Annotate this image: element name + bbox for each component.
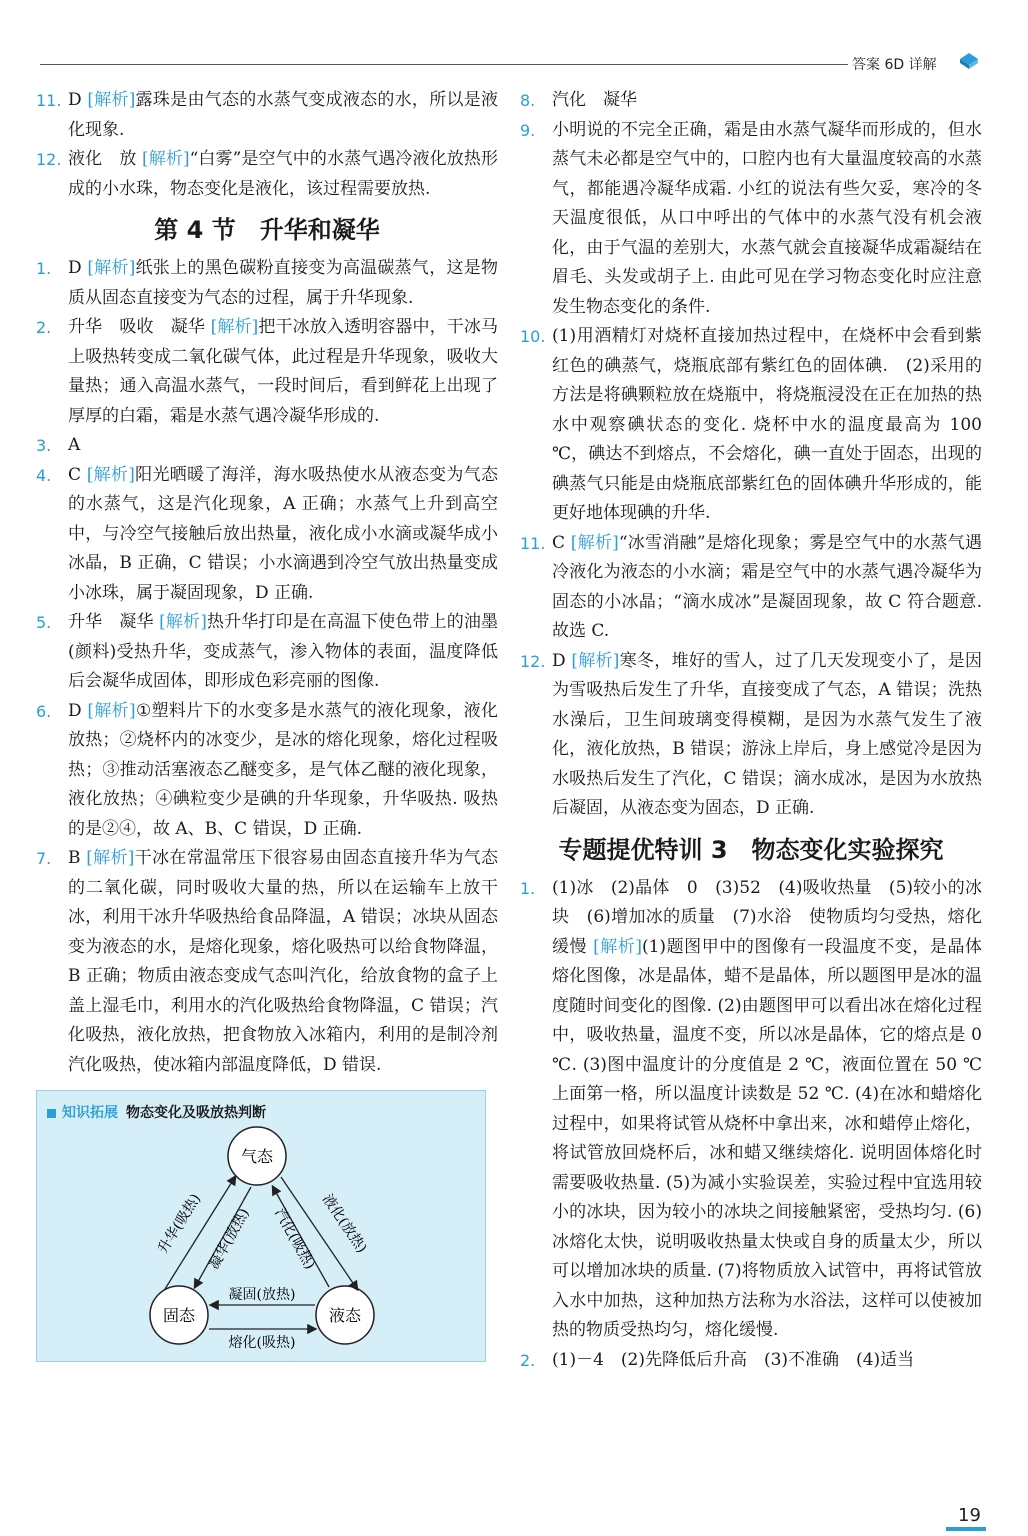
- solidification-label: 凝固(放热): [228, 1287, 296, 1303]
- state-change-diagram: [37, 1091, 485, 1361]
- analysis-tag: [解析]: [87, 700, 136, 721]
- answer-item-11: 11. C [解析]“冰雪消融”是熔化现象；雾是空气中的水蒸气遇冷液化为液态的小水滴；霜是空气中的水蒸气遇冷凝华为固态的小冰晶；“滴水成冰”是凝固现象，故 C 符合题意. 故选 C.: [520, 532, 983, 641]
- analysis-tag: [解析]: [593, 936, 642, 957]
- answer-item-9: 9. 小明说的不完全正确，霜是由水蒸气凝华而形成的，但水蒸气未必都是空气中的，口腔内也有大量温度较高的水蒸气，都能遇冷凝华成霜. 小红的说法有些欠妥，寒冷的冬天温度很低，从口中呼出的气体中的水蒸气没有机会液化，由于气温的差别大，水蒸气就会直接凝华成霜凝结在眉毛、头发或胡子上. 由此可见在学习物态变化时应注意发生物态变化的条件.: [520, 119, 982, 317]
- header-rule: [40, 64, 848, 65]
- left-column: [36, 86, 498, 1362]
- answer-item-11: 11. D [解析]露珠是由气态的水蒸气变成液态的水，所以是液化现象.: [36, 90, 499, 140]
- answer-item-10: 10. (1)用酒精灯对烧杯直接加热过程中，在烧杯中会看到紫红色的碘蒸气，烧瓶底部有紫红色的固体碘. (2)采用的方法是将碘颗粒放在烧瓶中，将烧瓶浸没在正在加热的热水中观察碘状态的变化. 烧杯中水的温度最高为 100 ℃，碘达不到熔点，不会熔化，碘一直处于固态，出现的碘蒸气只能是由烧瓶底部紫红色的固体碘升华形成的，能更好地体现碘的升华.: [520, 326, 982, 523]
- deposition-label: 凝华(放热): [206, 1205, 253, 1273]
- answer-item-8: 8. 汽化 凝华: [520, 90, 637, 110]
- answer-item-1: 1. D [解析]纸张上的黑色碳粉直接变为高温碳蒸气，这是物质从固态直接变为气态的过程，属于升华现象.: [36, 258, 499, 308]
- analysis-tag: [解析]: [87, 258, 136, 278]
- analysis-tag: [解析]: [571, 650, 620, 671]
- section-title-special-training: 专题提优特训 3 物态变化实验探究: [558, 835, 944, 864]
- answer-item-12: 12. 液化 放 [解析]“白雾”是空气中的水蒸气遇冷液化放热形成的小水珠，物态变化是液化，该过程需要放热.: [36, 149, 498, 199]
- answer-item-6: 6. D [解析]①塑料片下的水变多是水蒸气的液化现象，液化放热；②烧杯内的冰变少，是冰的熔化现象，熔化过程吸热；③推动活塞液态乙醚变多，是气体乙醚的液化现象，液化放热；④碘粒变少是碘的升华现象，升华吸热. 吸热的是②④，故 A、B、C 错误，D 正确.: [36, 700, 498, 839]
- gas-label: 气态: [240, 1147, 274, 1166]
- knowledge-box-header: 知识拓展 物态变化及吸放热判断: [47, 1099, 266, 1129]
- analysis-tag: [解析]: [87, 90, 136, 110]
- analysis-tag: [解析]: [570, 532, 619, 553]
- answer-item-2: 2. 升华 吸收 凝华 [解析]把干冰放入透明容器中，干冰马上吸热转变成二氧化碳气体，此过程是升华现象，吸收大量热；通入高温水蒸气，一段时间后，看到鲜花上出现了厚厚的白霜，霜是水蒸气遇冷凝华形成的.: [36, 317, 499, 426]
- answer-item-7: 7. B [解析]干冰在常温常压下很容易由固态直接升华为气态的二氧化碳，同时吸收大量的热，所以在运输车上放干冰，利用干冰升华吸热给食品降温，A 错误；冰块从固态变为液态的水，是熔化现象，熔化吸热可以给食物降温，B 正确；物质由液态变成气态叫汽化，给放食物的盒子上盖上湿毛巾，利用水的汽化吸热给食物降温，C 错误；汽化吸热，液化放热，把食物放入冰箱内，利用的是制冷剂汽化吸热，使冰箱内部温度降低，D 错误.: [36, 848, 499, 1075]
- analysis-tag: [解析]: [86, 848, 135, 868]
- header-answer-tag: 答案 6D 详解: [852, 57, 937, 73]
- liquefaction-label: 液化(放热): [318, 1191, 370, 1256]
- melting-label: 熔化(吸热): [228, 1335, 296, 1351]
- page-number-bar: [946, 1527, 986, 1531]
- analysis-tag: [解析]: [210, 317, 259, 337]
- answer-item-5: 5. 升华 凝华 [解析]热升华打印是在高温下使色带上的油墨(颜料)受热升华，变成蒸气，渗入物体的表面，温度降低后会凝华成固体，即形成色彩亮丽的图像.: [36, 612, 499, 691]
- right-column: [520, 86, 982, 1375]
- sublimation-label: 升华(吸热): [155, 1191, 205, 1257]
- analysis-tag: [解析]: [141, 149, 190, 169]
- vaporization-label: 汽化(吸热): [271, 1205, 318, 1273]
- liquid-label: 液态: [328, 1306, 362, 1325]
- analysis-tag: [解析]: [159, 612, 207, 632]
- section-title-sublimation: 第 4 节 升华和凝华: [154, 216, 380, 244]
- analysis-tag: [解析]: [86, 464, 135, 485]
- header-diamond-icon: [958, 52, 980, 70]
- answer-item-4: 4. C [解析]阳光晒暖了海洋，海水吸热使水从液态变为气态的水蒸气，这是汽化现象，A 正确；水蒸气上升到高空中，与冷空气接触后放出热量，液化成小水滴或凝华成小冰晶，B 正确，C 错误；小水滴遇到冷空气放出热量变成小冰珠，属于凝固现象，D 正确.: [36, 464, 499, 603]
- answer-item-3: 3. A: [36, 435, 81, 455]
- page-number: 19: [958, 1505, 981, 1526]
- solid-label: 固态: [162, 1306, 196, 1325]
- answer-item-12: 12. D [解析]寒冬，堆好的雪人，过了几天发现变小了，是因为雪吸热后发生了升华，直接变成了气态，A 错误；洗热水澡后，卫生间玻璃变得模糊，是因为水蒸气发生了液化，液化放热，B 错误；游泳上岸后，身上感觉冷是因为水吸热后发生了汽化，C 错误；滴水成冰，是因为水放热后凝固，从液态变为固态，D 正确.: [520, 650, 983, 818]
- knowledge-extension-box: [36, 1090, 486, 1362]
- training-item-2: 2. (1)－4 (2)先降低后升高 (3)不准确 (4)适当: [520, 1349, 915, 1370]
- training-item-1: 1. (1)冰 (2)晶体 0 (3)52 (4)吸收热量 (5)较小的冰块 (6)增加冰的质量 (7)水浴 使物质均匀受热，熔化缓慢 [解析](1)题图甲中的图像有一段温度不变，是晶体熔化图像，冰是晶体，蜡不是晶体，所以题图甲是冰的温度随时间变化的图像. (2)由题图甲可以看出冰在熔化过程中，吸收热量，温度不变，所以冰是晶体，它的熔点是 0 ℃. (3)图中温度计的分度值是 2 ℃，液面位置在 50 ℃上面第一格，所以温度计读数是 52 ℃. (4)在冰和蜡熔化过程中，如果将试管从烧杯中拿出来，冰和蜡停止熔化，将试管放回烧杯后，冰和蜡又继续熔化. 说明固体熔化时需要吸收热量. (5)为减小实验误差，实验过程中宜选用较小的冰块，因为较小的冰块之间接触紧密，受热均匀. (6)冰熔化太快，说明吸收热量太快或自身的质量太少，所以可以增加冰块的质量. (7)将物质放入试管中，再将试管放入水中加热，这种加热方法称为水浴法，这样可以使被加热的物质受热均匀，熔化缓慢.: [520, 877, 982, 1340]
